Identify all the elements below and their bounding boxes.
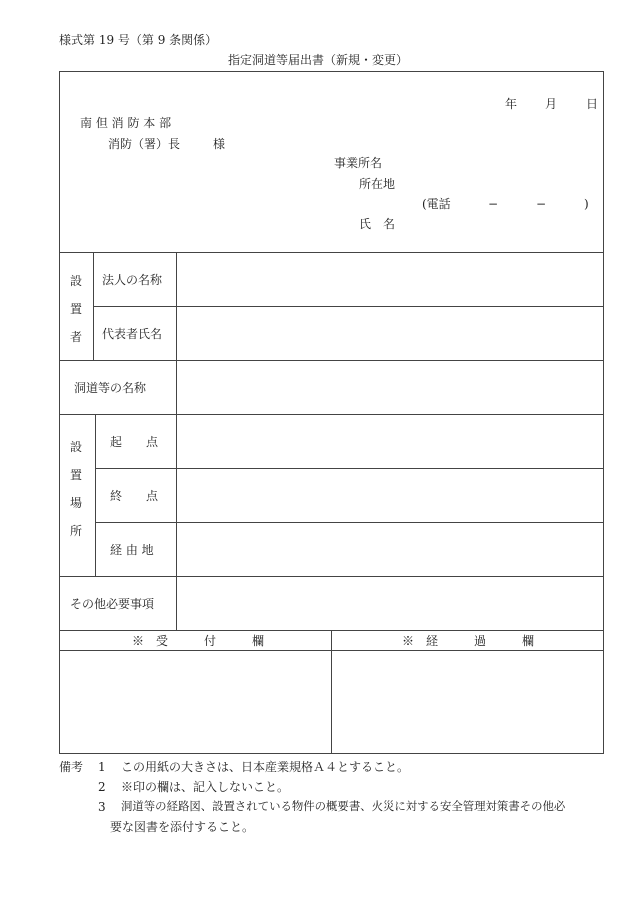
phone-close: )	[584, 197, 589, 211]
rule-label-divider	[176, 252, 177, 630]
addressee-org: 南 但 消 防 本 部	[80, 116, 172, 130]
address-label: 所在地	[359, 177, 396, 191]
note-text-3: 洞道等の経路図、設置されている物件の概要書、火災に対する安全管理対策書その他必	[121, 799, 566, 813]
date-day: 日	[586, 97, 599, 111]
note-num-2: 2	[98, 780, 106, 794]
rule-tunnel-top	[60, 360, 603, 361]
rule-location-mid1	[95, 468, 603, 469]
phone-open: (電話	[422, 197, 451, 211]
reception-header: ※ 受 付 欄	[132, 634, 265, 648]
note-text-3-cont: 要な図書を添付すること。	[110, 820, 255, 834]
form-title: 指定洞道等届出書（新規・変更）	[228, 53, 409, 67]
form-table	[59, 71, 604, 754]
rule-location-top	[60, 414, 603, 415]
location-group-label: 設 置 場 所	[69, 440, 82, 538]
other-items-label: その他必要事項	[70, 597, 155, 611]
tunnel-name-label: 洞道等の名称	[74, 381, 147, 395]
office-name-label: 事業所名	[334, 156, 383, 170]
rule-installer-group-divider	[93, 252, 94, 360]
start-point-label: 起 点	[110, 435, 159, 449]
rule-installer-top	[60, 252, 603, 253]
rule-other-top	[60, 576, 603, 577]
rule-location-group-divider	[95, 414, 96, 576]
notes-heading: 備考	[59, 760, 84, 774]
note-num-3: 3	[98, 800, 106, 814]
date-month: 月	[545, 97, 558, 111]
form-number: 様式第 19 号（第 9 条関係）	[59, 33, 218, 47]
progress-header: ※ 経 過 欄	[402, 634, 535, 648]
rule-reception-divider	[331, 630, 332, 754]
note-text-1: この用紙の大きさは、日本産業規格Ａ４とすること。	[121, 760, 410, 774]
note-text-2: ※印の欄は、記入しないこと。	[121, 780, 290, 794]
phone-dash-2: −	[536, 197, 547, 211]
phone-dash-1: −	[488, 197, 499, 211]
date-year: 年	[505, 97, 518, 111]
note-num-1: 1	[98, 760, 106, 774]
name-label: 氏 名	[359, 217, 396, 231]
via-point-label: 経 由 地	[110, 543, 154, 557]
rule-location-mid2	[95, 522, 603, 523]
corp-name-label: 法人の名称	[102, 273, 163, 287]
addressee-chief: 消防（署）長	[108, 137, 181, 151]
addressee-honorific: 様	[213, 137, 226, 151]
rep-name-label: 代表者氏名	[102, 327, 163, 341]
rule-installer-mid	[93, 306, 603, 307]
end-point-label: 終 点	[110, 489, 159, 503]
installer-group-label: 設 置 者	[69, 274, 82, 344]
